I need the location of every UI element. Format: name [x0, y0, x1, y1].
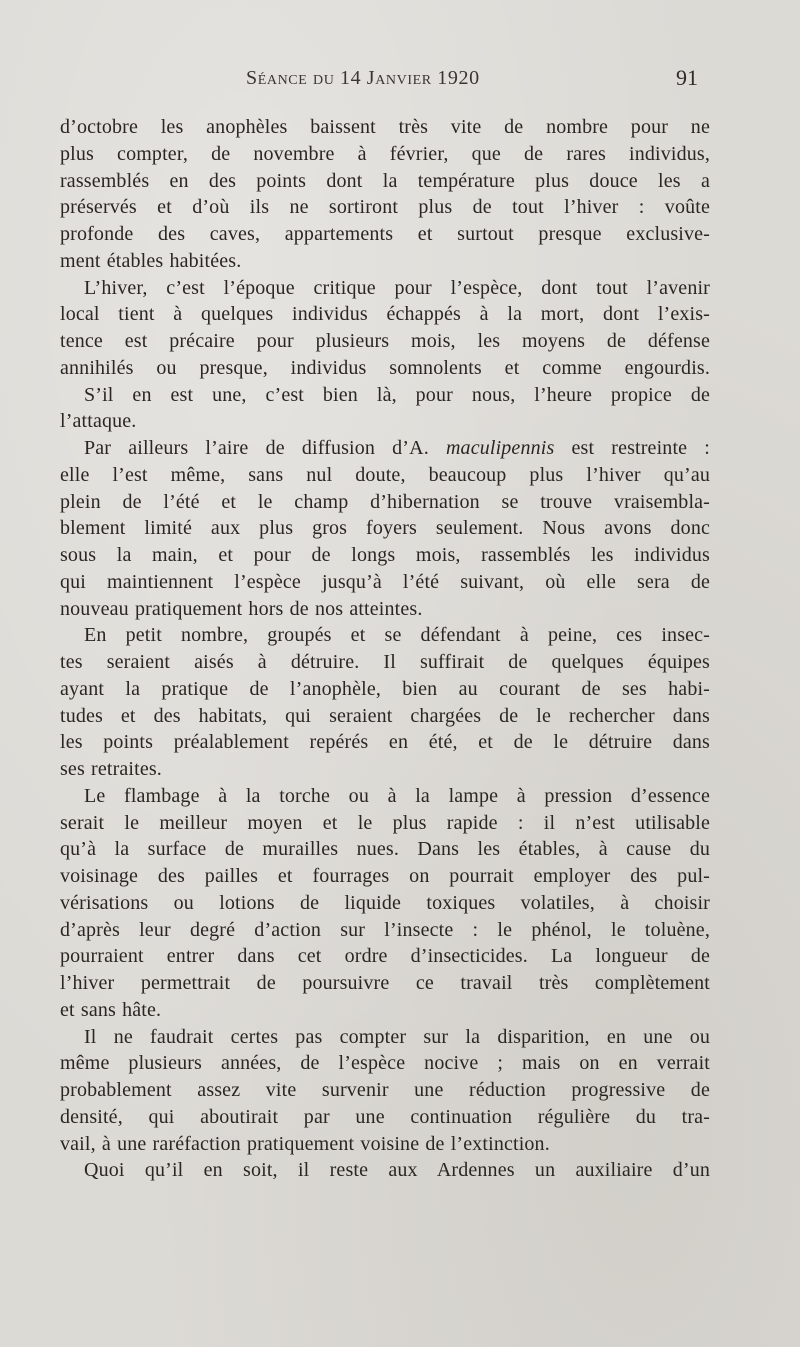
text-line: ayant la pratique de l’anophèle, bien au courant de ses habi- [60, 677, 710, 700]
text-line: qui maintiennent l’espèce jusqu’à l’été suivant, où elle sera de [60, 570, 710, 593]
text-line: l’hiver permettrait de poursuivre ce travail très complètement [60, 972, 710, 994]
text-line: local tient à quelques individus échappés à la mort, dont l’exis- [60, 303, 710, 326]
species-name: maculipennis [445, 437, 555, 459]
text-line: d’après leur degré d’action sur l’insecte : le phénol, le toluène, [60, 918, 710, 941]
page-header [0, 63, 800, 93]
text-line: Quoi qu’il en soit, il reste aux Ardennes un auxiliaire d’un [84, 1159, 710, 1182]
text-line: nouveau pratiquement hors de nos atteintes. [60, 597, 423, 620]
text-line: et sans hâte. [60, 998, 162, 1021]
text-line: voisinage des pailles et fourrages on pourrait employer des pul- [60, 865, 710, 887]
text-line: Il ne faudrait certes pas compter sur la disparition, en une ou [84, 1025, 710, 1048]
text-line: S’il en est une, c’est bien là, pour nous, l’heure propice de [84, 383, 710, 406]
text-line: ment étables habitées. [60, 249, 242, 272]
text-line: préservés et d’où ils ne sortiront plus de tout l’hiver : voûte [60, 196, 710, 219]
text-line: plus compter, de novembre à février, que de rares individus, [60, 142, 710, 165]
page-number: 91 [676, 65, 698, 90]
text-line: annihilés ou presque, individus somnolents et comme engourdis. [60, 356, 710, 379]
text-line: tence est précaire pour plusieurs mois, les moyens de défense [60, 330, 710, 352]
text-line: probablement assez vite survenir une réduction progressive de [60, 1079, 710, 1101]
running-head: Séance du 14 Janvier 1920 [246, 67, 480, 89]
text-line: qu’à la surface de murailles nues. Dans les étables, à cause du [60, 838, 710, 861]
text-line: sous la main, et pour de longs mois, rassemblés les individus [60, 544, 710, 566]
text-line: vérisations ou lotions de liquide toxiques volatiles, à choisir [60, 891, 710, 914]
text-line: vail, à une raréfaction pratiquement voisine de l’extinction. [60, 1132, 550, 1155]
body-text [60, 114, 710, 1184]
text-line: Le flambage à la torche ou à la lampe à pression d’essence [84, 784, 710, 807]
text-line: rassemblés en des points dont la température plus douce les a [60, 169, 710, 192]
text-line: En petit nombre, groupés et se défendant à peine, ces insec- [84, 624, 710, 647]
text-line: d’octobre les anophèles baissent très vite de nombre pour ne [60, 116, 710, 138]
text-line: densité, qui aboutirait par une continuation régulière du tra- [60, 1105, 710, 1128]
text-line: tes seraient aisés à détruire. Il suffirait de quelques équipes [60, 651, 710, 673]
text-line: même plusieurs années, de l’espèce nocive ; mais on en verrait [60, 1052, 710, 1075]
text-line: blement limité aux plus gros foyers seulement. Nous avons donc [60, 517, 710, 540]
text-line: profonde des caves, appartements et surtout presque exclusive- [60, 223, 710, 245]
text-line: L’hiver, c’est l’époque critique pour l’espèce, dont tout l’avenir [84, 276, 710, 299]
text-line: les points préalablement repérés en été, et de le détruire dans [60, 731, 710, 754]
text-line: l’attaque. [60, 410, 137, 433]
text-line: elle l’est même, sans nul doute, beaucoup plus l’hiver qu’au [60, 463, 710, 486]
text-line: pourraient entrer dans cet ordre d’insecticides. La longueur de [60, 945, 710, 968]
text-line: plein de l’été et le champ d’hibernation se trouve vraisembla- [60, 490, 710, 513]
text-line: tudes et des habitats, qui seraient chargées de le rechercher dans [60, 704, 710, 727]
text-line: Par ailleurs l’aire de diffusion d’A. maculipennis est restreinte : [84, 437, 710, 459]
text-line: ses retraites. [60, 758, 162, 780]
text-line: serait le meilleur moyen et le plus rapide : il n’est utilisable [60, 811, 710, 834]
